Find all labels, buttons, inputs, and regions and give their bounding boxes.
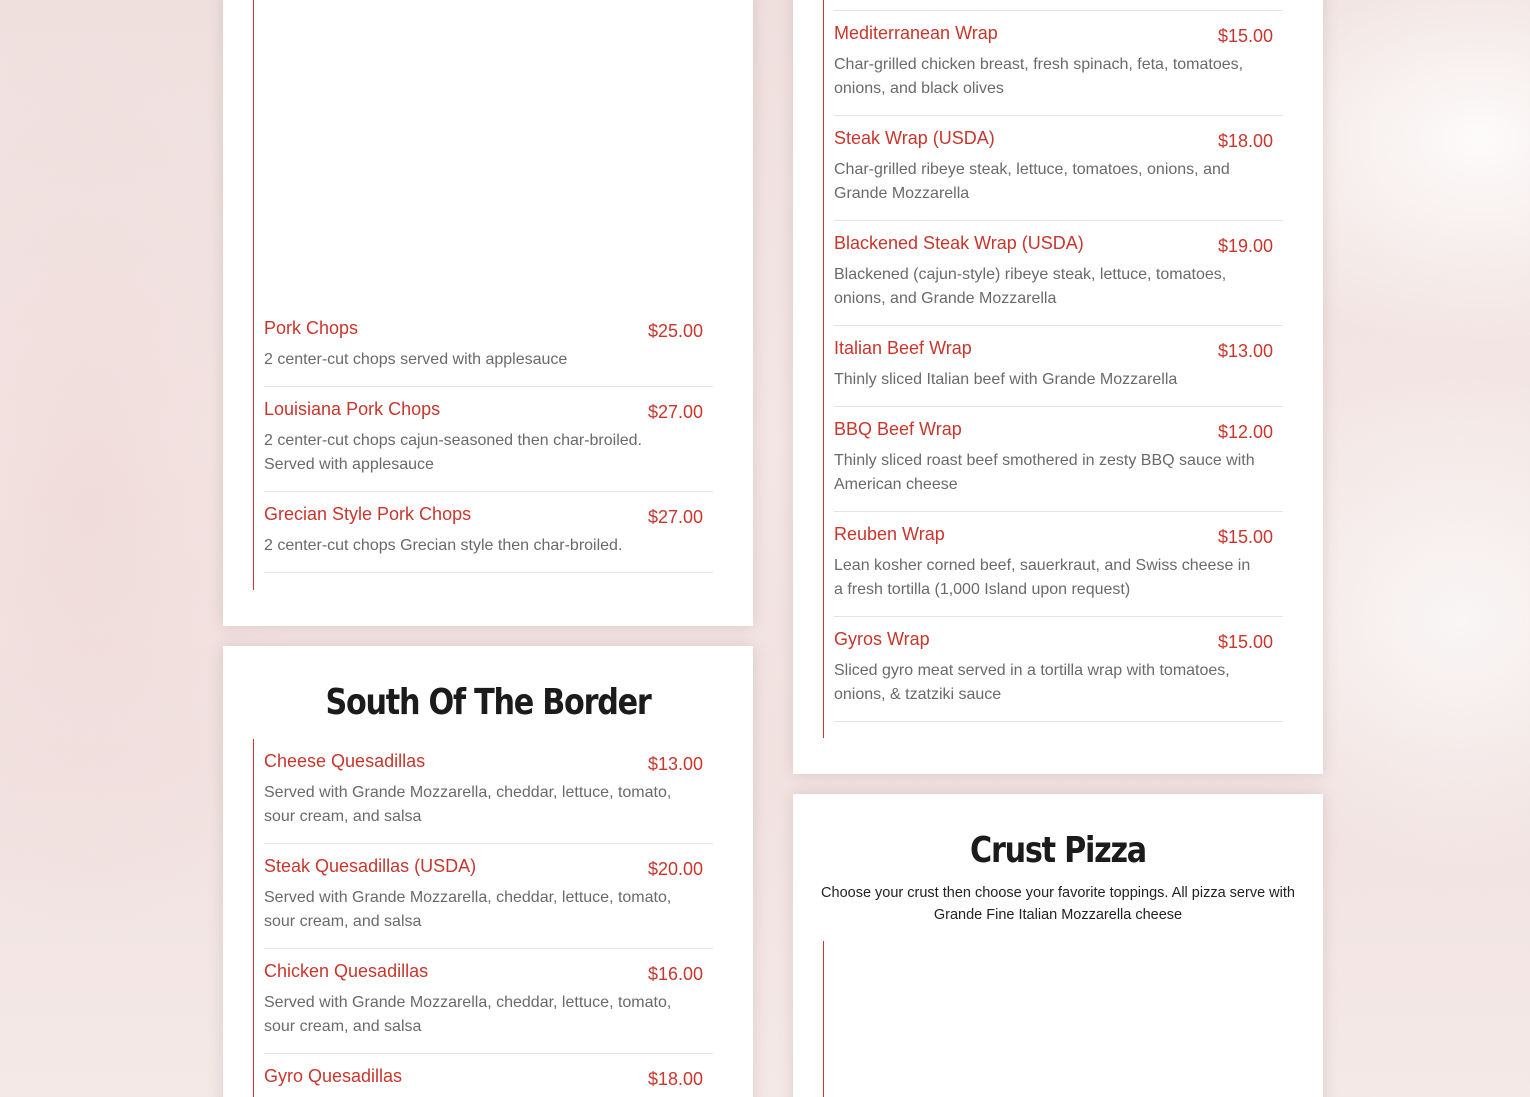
item-name[interactable]: Pork Chops	[264, 318, 359, 338]
section-subtitle: Choose your crust then choose your favorite toppings. All pizza serve with Grande Fine Italian Mozzarella cheese	[821, 885, 1295, 923]
crust-pizza-panel	[793, 794, 1323, 1097]
menu-item[interactable]	[834, 116, 1283, 221]
menu-item[interactable]	[264, 949, 713, 1054]
south-border-panel	[223, 646, 753, 1097]
item-description: Served with Grande Mozzarella, cheddar, lettuce, tomato, sour cream, and salsa	[264, 994, 672, 1035]
menu-item[interactable]	[264, 387, 713, 492]
menu-item[interactable]	[264, 844, 713, 949]
item-price: $18.00	[647, 1069, 703, 1089]
item-description: 2 center-cut chops cajun-seasoned then char-broiled. Served with applesauce	[264, 432, 642, 473]
menu-item[interactable]	[834, 407, 1283, 512]
item-name[interactable]: Chicken Quesadillas	[264, 961, 429, 981]
item-description: Sliced gyro meat served in a tortilla wrap with tomatoes, onions, & tzatziki sauce	[834, 662, 1230, 703]
item-price: $13.00	[1217, 341, 1273, 361]
accent-line	[253, 0, 254, 590]
item-name[interactable]: Grecian Style Pork Chops	[264, 504, 472, 524]
accent-line	[823, 0, 824, 738]
item-description: Served with Grande Mozzarella, cheddar, lettuce, tomato, sour cream, and salsa	[264, 889, 672, 930]
item-name[interactable]: Steak Wrap (USDA)	[834, 128, 995, 148]
item-name[interactable]: BBQ Beef Wrap	[834, 419, 962, 439]
section-title: Crust Pizza	[970, 830, 1146, 871]
item-name[interactable]: Louisiana Pork Chops	[264, 399, 441, 419]
accent-line	[253, 739, 254, 1097]
item-name[interactable]: Gyro Quesadillas	[264, 1066, 403, 1086]
menu-item[interactable]	[264, 739, 713, 844]
item-price: $20.00	[647, 859, 703, 879]
item-price: $18.00	[1217, 131, 1273, 151]
south-border-list	[264, 739, 713, 1097]
menu-item[interactable]	[834, 326, 1283, 407]
item-name[interactable]: Blackened Steak Wrap (USDA)	[834, 233, 1084, 253]
menu-item[interactable]	[834, 617, 1283, 722]
item-price: $16.00	[647, 964, 703, 984]
item-description: Char-grilled chicken breast, fresh spinach, feta, tomatoes, onions, and black olives	[834, 56, 1244, 97]
item-description: Char-grilled ribeye steak, lettuce, tomatoes, onions, and Grande Mozzarella	[834, 161, 1230, 202]
item-price: $13.00	[647, 754, 703, 774]
item-price: $27.00	[647, 402, 703, 422]
item-price: $15.00	[1217, 527, 1273, 547]
pork-list	[264, 306, 713, 573]
item-name[interactable]: Cheese Quesadillas	[264, 751, 426, 771]
pork-panel	[223, 0, 753, 626]
item-description: Thinly sliced roast beef smothered in zesty BBQ sauce with American cheese	[834, 452, 1255, 493]
item-price: $15.00	[1217, 26, 1273, 46]
item-description: Served with Grande Mozzarella, cheddar, lettuce, tomato, sour cream, and salsa	[264, 784, 672, 825]
item-price: $12.00	[1217, 422, 1273, 442]
item-description: Thinly sliced Italian beef with Grande Mozzarella	[834, 371, 1178, 388]
item-description: 2 center-cut chops served with applesauce	[264, 351, 568, 368]
section-title: South Of The Border	[325, 682, 651, 723]
item-description: Blackened (cajun-style) ribeye steak, lettuce, tomatoes, onions, and Grande Mozzarella	[834, 266, 1227, 307]
menu-item[interactable]	[264, 492, 713, 573]
item-description: Lean kosher corned beef, sauerkraut, and Swiss cheese in a fresh tortilla (1,000 Island upon request)	[834, 557, 1251, 598]
item-name[interactable]: Steak Quesadillas (USDA)	[264, 856, 477, 876]
item-name[interactable]: Reuben Wrap	[834, 524, 945, 544]
item-name[interactable]: Gyros Wrap	[834, 629, 930, 649]
item-price: $25.00	[647, 321, 703, 341]
item-name[interactable]: Mediterranean Wrap	[834, 23, 998, 43]
item-price: $27.00	[647, 507, 703, 527]
item-price: $15.00	[1217, 632, 1273, 652]
accent-line	[823, 941, 824, 1097]
menu-item[interactable]	[834, 221, 1283, 326]
item-price: $19.00	[1217, 236, 1273, 256]
menu-item[interactable]	[264, 1054, 713, 1097]
item-name[interactable]: Italian Beef Wrap	[834, 338, 972, 358]
menu-item[interactable]	[834, 10, 1283, 116]
menu-item[interactable]	[264, 306, 713, 387]
wraps-list	[834, 10, 1283, 722]
menu-item[interactable]	[834, 512, 1283, 617]
item-description: 2 center-cut chops Grecian style then char-broiled.	[264, 537, 623, 554]
wraps-panel	[793, 0, 1323, 774]
